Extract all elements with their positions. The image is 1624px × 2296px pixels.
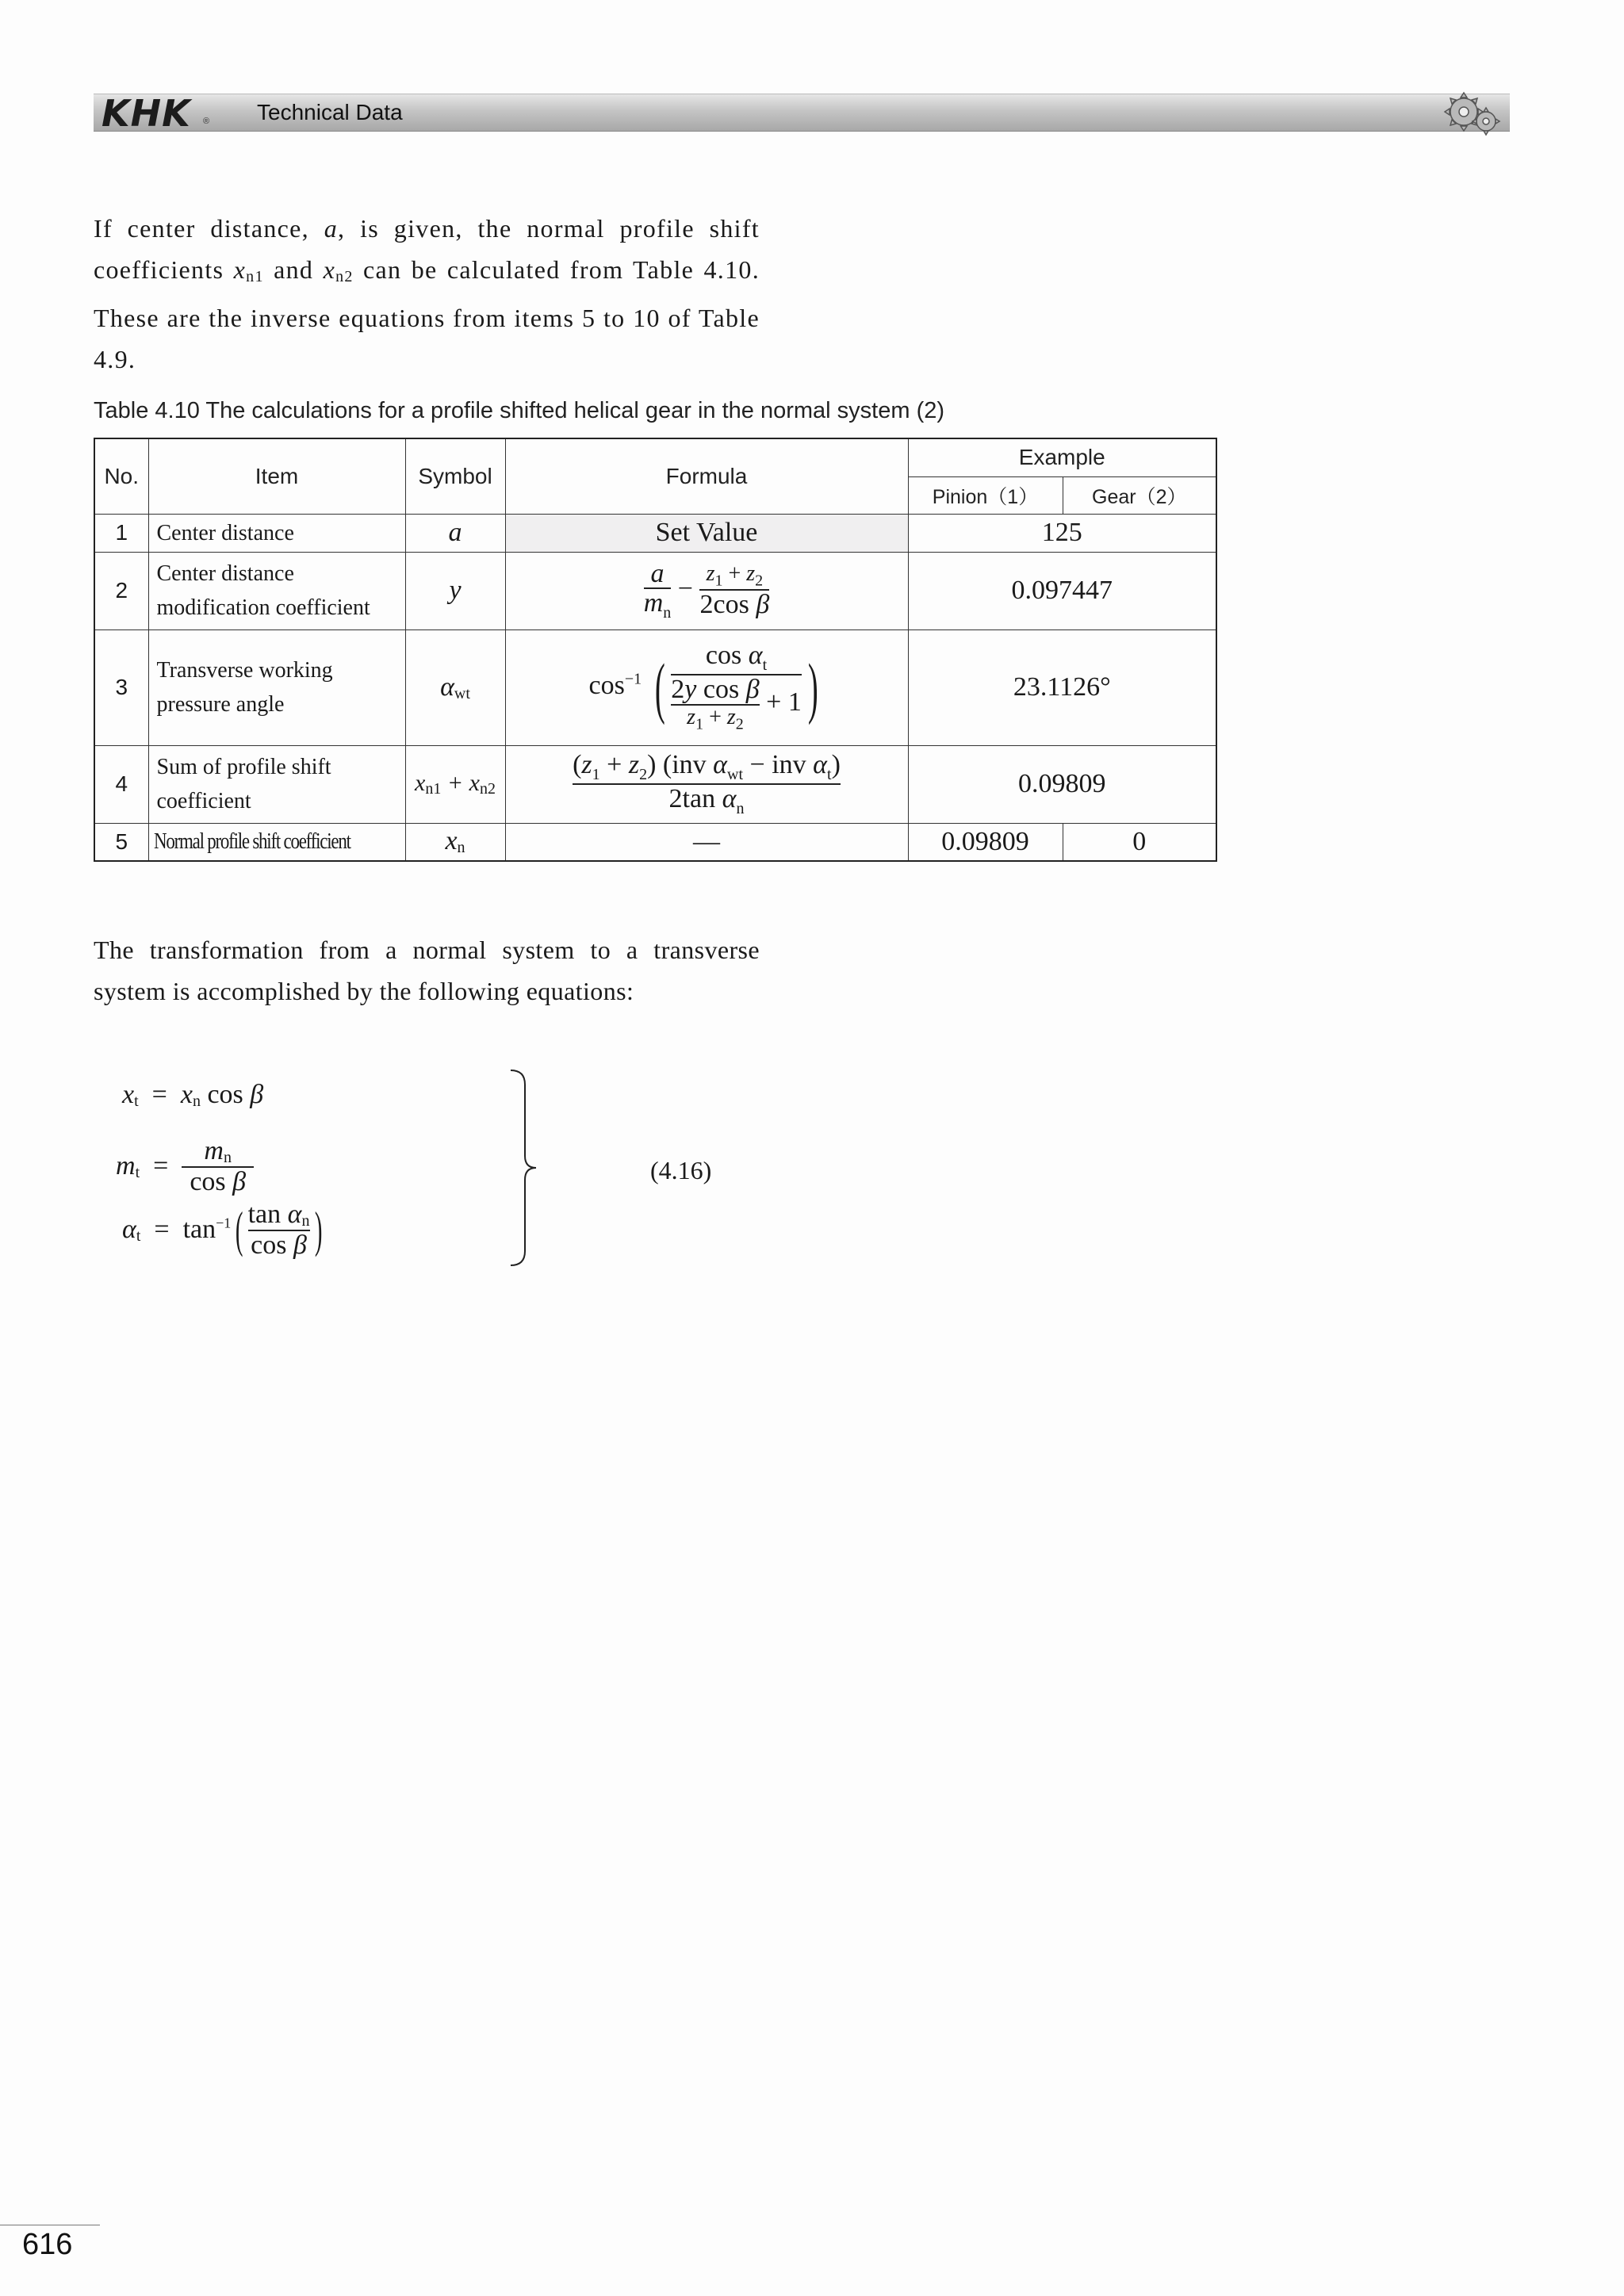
table-caption: Table 4.10 The calculations for a profile shifted helical gear in the normal system (2) <box>94 398 945 423</box>
header-title: Technical Data <box>257 100 403 124</box>
intro-symbol-x2: x <box>323 255 336 284</box>
row-example: 125 <box>908 514 1216 552</box>
table-row <box>94 552 1216 629</box>
row-number: 1 <box>94 514 148 552</box>
registered-mark: ® <box>203 117 210 126</box>
row-formula: $\cos^{-1}$ ( $\cos \alpha_t$ $\frac{\text{2y cos β}}{z_1 + z_2}$ + 1 ) <box>505 629 908 745</box>
header-symbol: Symbol <box>405 438 505 514</box>
intro-symbol-x1: x <box>233 255 247 284</box>
row-example-gear: 0 <box>1063 823 1216 861</box>
header-formula: Formula <box>505 438 908 514</box>
table-row <box>94 629 1216 745</box>
intro-text-4: can be calculated from Table 4.10. These are the inverse equations from items 5 to 10 of Table 4.9. <box>94 255 760 373</box>
symbol-sub: wt <box>454 684 470 702</box>
row-symbol: a <box>405 514 505 552</box>
intro-sub-n1: n1 <box>246 268 264 285</box>
fraction-inv-alpha: $\frac{(z_1 + z_2) (inv \alpha_{wt} - inv \alpha_t)}{2\tan \alpha_n}$ <box>573 750 841 817</box>
intro-symbol-a: a <box>324 214 339 243</box>
row-example: 0.09809 <box>908 745 1216 823</box>
row-item <box>148 629 405 745</box>
item-line-2: pressure angle <box>156 692 285 717</box>
row-number: 2 <box>94 552 148 629</box>
right-brace <box>508 1069 539 1267</box>
transformation-paragraph: The transformation from a normal system to a transverse system is accomplished by the following equations: <box>94 936 760 1005</box>
table-row <box>94 823 1216 861</box>
fraction-cos-alpha: $\cos \alpha_t$ $\frac{\text{2y cos β}}{z_1 + z_2}$ + 1 <box>671 641 802 733</box>
fraction-a-over-mn: $\frac{a}{m_n}$ <box>643 558 672 622</box>
row-item <box>148 552 405 629</box>
row-item: Normal profile shift coefficient <box>148 823 359 861</box>
row-item: Center distance <box>148 514 405 552</box>
intro-text-2: , is given, the normal profile shift coefficients <box>94 214 760 284</box>
row-example: 23.1126° <box>908 629 1216 745</box>
symbol-alpha: α <box>440 672 454 702</box>
header-gear: Gear（2） <box>1063 476 1216 514</box>
row-symbol: $x_{n1} + x_{n2}$ <box>405 745 505 823</box>
equation-number: (4.16) <box>650 1156 712 1184</box>
item-line-1: Sum of profile shift <box>156 755 331 779</box>
intro-sub-n2: n2 <box>335 268 354 285</box>
header-example: Example <box>908 438 1216 476</box>
row-example: 0.097447 <box>908 552 1216 629</box>
header-bar <box>94 92 1510 135</box>
table-row <box>94 745 1216 823</box>
khk-logo: KHK <box>102 92 191 135</box>
row-example-pinion: 0.09809 <box>908 823 1063 861</box>
symbol-x: x <box>445 826 458 856</box>
intro-text-3: and <box>263 255 324 284</box>
table-row <box>94 514 1216 552</box>
row-formula: — <box>505 823 908 861</box>
row-number: 5 <box>94 823 148 861</box>
equation-alpha-t: $\alpha_t = \tan^{-1}$( $\frac{\tan \alpha_n}{\text{cos β}}$ ) <box>122 1200 322 1260</box>
equation-mt: $m_t$ = $\frac{m_n}{\text{cos β}}$ <box>116 1137 254 1196</box>
symbol-sub: n <box>457 839 465 857</box>
row-number: 4 <box>94 745 148 823</box>
table-header-row <box>94 438 1216 476</box>
intro-paragraph <box>94 208 760 380</box>
item-line-1: Transverse working <box>156 658 333 683</box>
row-formula: $\frac{a}{m_n}$ − $\frac{z_1 + z_2}{\text{2cos β}}$ <box>505 552 908 629</box>
item-line-1: Center distance <box>156 561 294 586</box>
page-number: 616 <box>22 2228 73 2261</box>
gear-icon <box>1440 88 1503 137</box>
row-number: 3 <box>94 629 148 745</box>
item-line-2: coefficient <box>156 789 251 813</box>
intro-text-1: If center distance, <box>94 214 324 243</box>
row-formula: Set Value <box>505 514 908 552</box>
equation-xt: $x_t = x_n$ cos β <box>122 1080 264 1110</box>
item-line-2: modification coefficient <box>156 595 370 620</box>
header-pinion: Pinion（1） <box>908 476 1063 514</box>
row-symbol: y <box>405 552 505 629</box>
row-item <box>148 745 405 823</box>
row-formula <box>505 745 908 823</box>
row-symbol <box>405 823 505 861</box>
row-symbol <box>405 629 505 745</box>
header-item: Item <box>148 438 405 514</box>
fraction-z-over-cos: $\frac{z_1 + z_2}{\text{2cos β}}$ <box>699 561 770 620</box>
header-no: No. <box>94 438 148 514</box>
calculation-table <box>94 438 1217 862</box>
